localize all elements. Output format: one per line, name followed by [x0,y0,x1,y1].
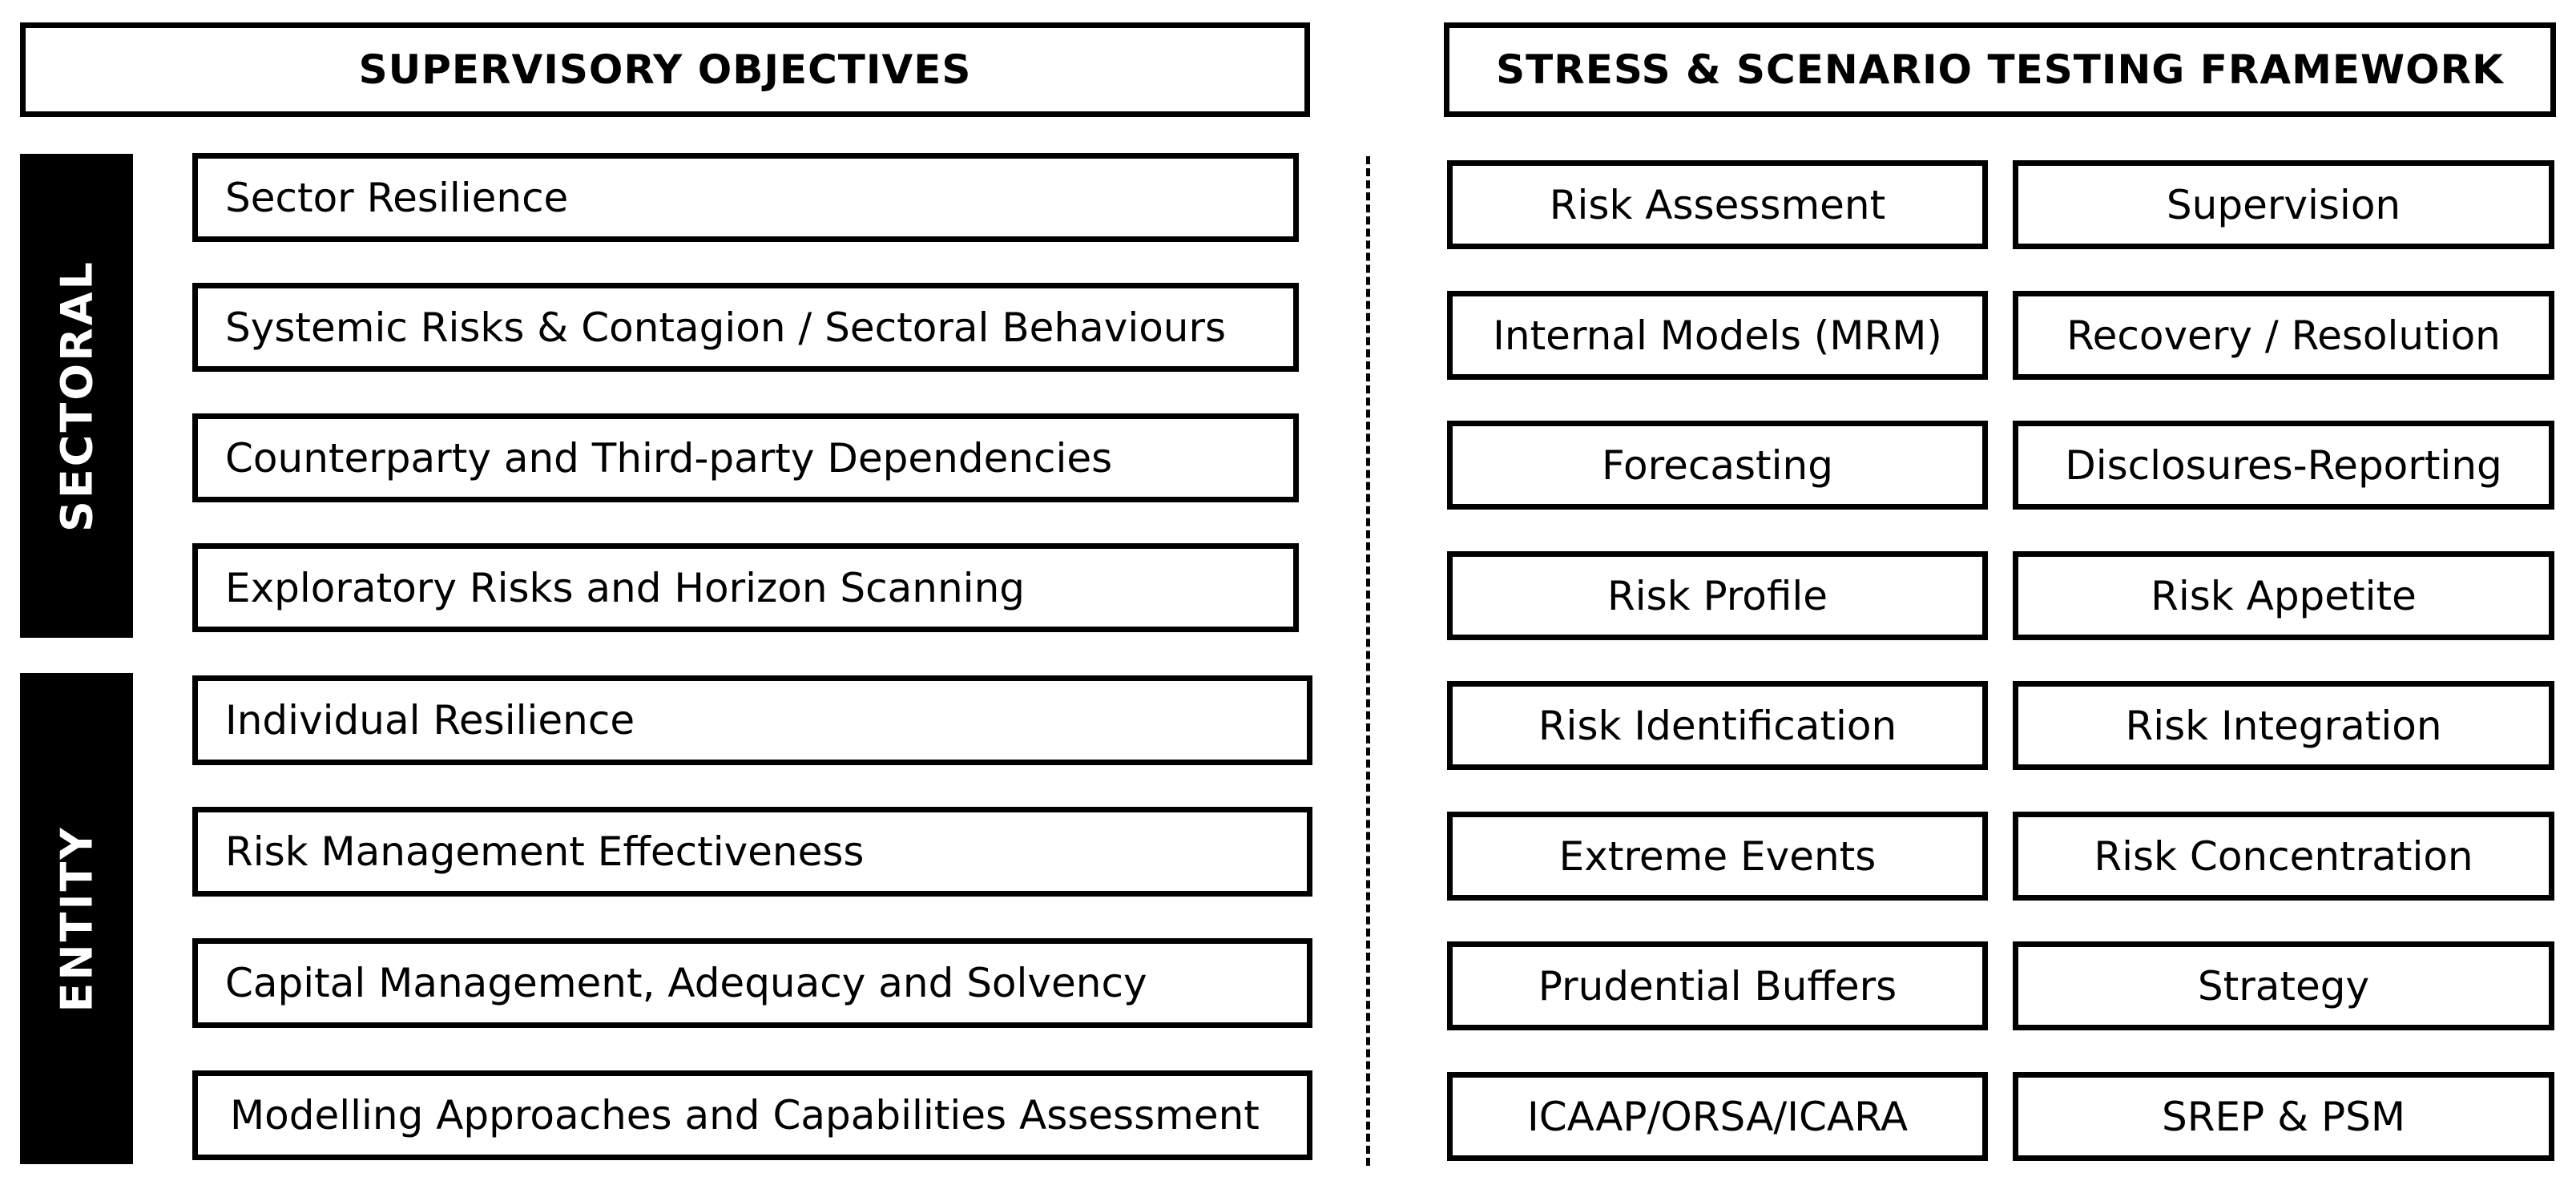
framework-supervision: Supervision [2013,160,2554,249]
framework-srep-psm: SREP & PSM [2013,1072,2554,1161]
framework-disclosures-reporting: Disclosures-Reporting [2013,421,2554,510]
framework-risk-appetite: Risk Appetite [2013,551,2554,640]
stress-testing-framework-header: STRESS & SCENARIO TESTING FRAMEWORK [1444,22,2556,117]
framework-extreme-events: Extreme Events [1447,812,1988,901]
dashed-divider [1366,156,1370,1166]
framework-internal-models: Internal Models (MRM) [1447,291,1988,380]
objective-sector-resilience: Sector Resilience [192,153,1299,242]
objective-exploratory-risks: Exploratory Risks and Horizon Scanning [192,543,1299,632]
sectoral-sidebar [20,154,133,638]
supervisory-objectives-header: SUPERVISORY OBJECTIVES [20,22,1310,117]
entity-label: ENTITY [51,825,102,1012]
framework-icaap-orsa-icara: ICAAP/ORSA/ICARA [1447,1072,1988,1161]
objective-risk-management-effectiveness: Risk Management Effectiveness [192,807,1312,897]
framework-risk-profile: Risk Profile [1447,551,1988,640]
framework-risk-concentration: Risk Concentration [2013,812,2554,901]
objective-systemic-risks: Systemic Risks & Contagion / Sectoral Behaviours [192,283,1299,372]
framework-risk-assessment: Risk Assessment [1447,160,1988,249]
objective-individual-resilience: Individual Resilience [192,675,1312,765]
sectoral-label: SECTORAL [51,260,102,532]
framework-recovery-resolution: Recovery / Resolution [2013,291,2554,380]
framework-forecasting: Forecasting [1447,421,1988,510]
framework-risk-identification: Risk Identification [1447,681,1988,770]
objective-capital-management: Capital Management, Adequacy and Solvency [192,938,1312,1028]
framework-prudential-buffers: Prudential Buffers [1447,941,1988,1030]
entity-sidebar [20,673,133,1164]
objective-counterparty-dependencies: Counterparty and Third-party Dependencies [192,413,1299,502]
framework-risk-integration: Risk Integration [2013,681,2554,770]
objective-modelling-approaches: Modelling Approaches and Capabilities Assessment [192,1070,1312,1160]
framework-strategy: Strategy [2013,941,2554,1030]
